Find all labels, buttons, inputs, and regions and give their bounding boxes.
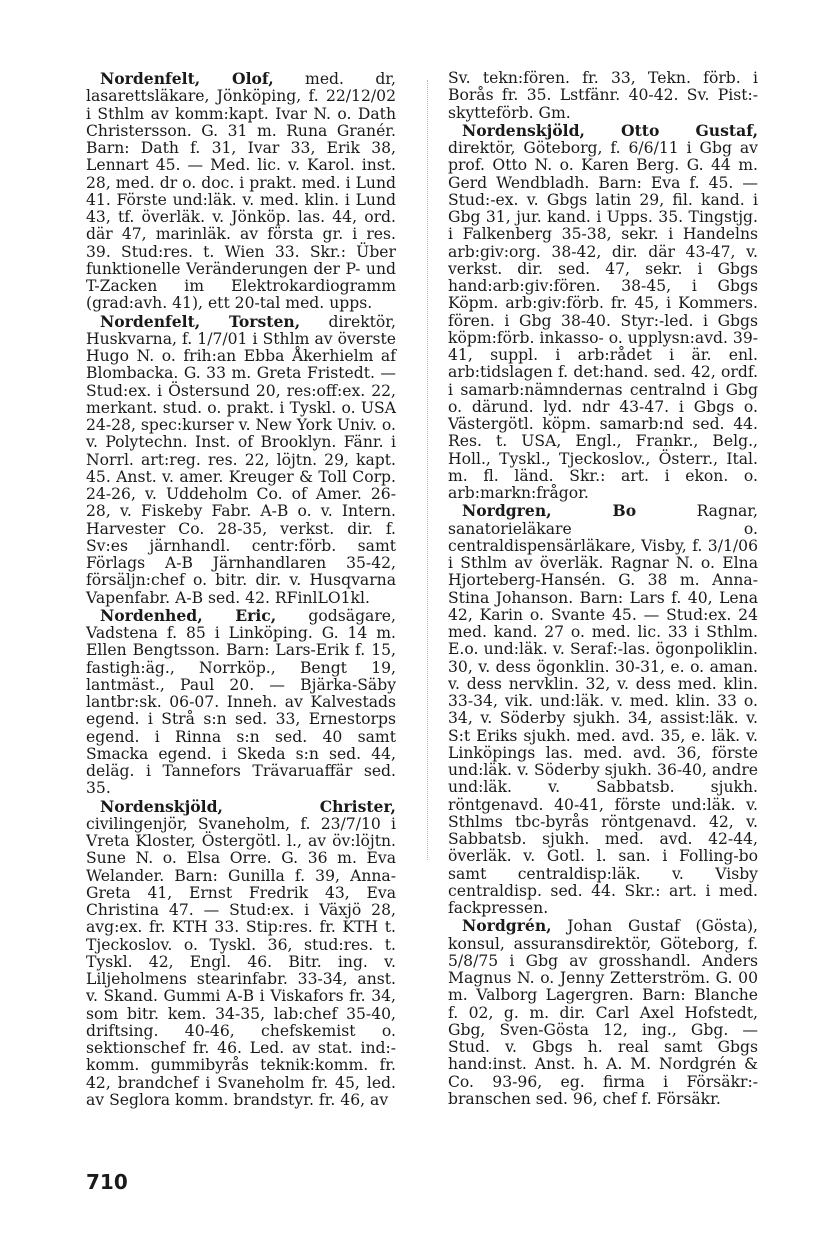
- entry-text: Johan Gustaf (Gösta), konsul, assuransdirektör, Göteborg, f. 5/8/75 i Gbg av grosshandl. Anders Magnus N. o. Jenny Zetterström. G. 00 m. Valborg Lagergren. Barn: Blanche f. 02, g. m. dir. Carl Axel Hofstedt, Gbg, Sven-Gösta 12, ing., Gbg. — Stud. v. Gbgs h. real samt Gbgs hand:inst. Anst. h. A. M. Nordgrén & Co. 93-96, eg. firma i Försäkr:-branschen sed. 96, chef f. Försäkr.: [448, 917, 758, 1108]
- entry-text: civilingenjör, Svaneholm, f. 23/7/10 i Vreta Kloster, Östergötl. l., av öv:löjtn. Sune N. o. Elsa Orre. G. 36 m. Eva Welander. Barn: Gunilla f. 39, Anna-Greta 41, Ernst Fredrik 43, Eva Christina 47. — Stud:ex. i Växjö 28, avg:ex. fr. KTH 33. Stip:res. fr. KTH t. Tjeckoslov. o. Tyskl. 36, stud:res. t. Tyskl. 42, Engl. 46. Bitr. ing. v. Liljeholmens stearinfabr. 33-34, anst. v. Skand. Gummi A-B i Viskafors fr. 34, som bitr. kem. 34-35, lab:chef 35-40, driftsing. 40-46, chefskemist o. sektionschef fr. 46. Led. av stat. ind:-komm. gummibyrås teknik:komm. fr. 42, brandchef i Svaneholm fr. 45, led. av Seglora komm. brandstyr. fr. 46, av: [86, 814, 396, 1109]
- entry-text: direktör, Göteborg, f. 6/6/11 i Gbg av prof. Otto N. o. Karen Berg. G. 44 m. Gerd Wendbladh. Barn: Eva f. 45. — Stud:-ex. v. Gbgs latin 29, fil. kand. i Gbg 31, jur. kand. i Upps. 35. Tingstjg. i Falkenberg 35-38, sekr. i Handelns arb:giv:org. 38-42, dir. där 43-47, v. verkst. dir. sed. 47, sekr. i Gbgs hand:arb:giv:fören. 38-45, i Gbgs Köpm. arb:giv:förb. fr. 45, i Kommers. fören. i Gbg 38-40. Styr:-led. i Gbgs köpm:förb. inkasso- o. upplysn:avd. 39-41, suppl. i arb:rådet i är. enl. arb:tidslagen f. det:hand. sed. 42, ordf. i samarb:nämndernas centralnd i Gbg o. därund. lyd. ndr 43-47. i Gbgs o. Västergötl. köpm. samarb:nd sed. 44. Res. t. USA, Engl., Frankr., Belg., Holl., Tyskl., Tjeckoslov., Österr., Ital. m. fl. länd. Skr.: art. i ekon. o. arb:markn:frågor.: [448, 139, 759, 502]
- entry: [86, 313, 396, 607]
- right-column: [448, 70, 758, 1108]
- entry: [448, 502, 758, 917]
- entry: [448, 917, 758, 1108]
- entry-text: med. dr, lasarettsläkare, Jönköping, f. 22/12/02 i Sthlm av komm:kapt. Ivar N. o. Dath Christersson. G. 31 m. Runa Granér. Barn: Dath f. 31, Ivar 33, Erik 38, Lennart 45. — Med. lic. v. Karol. inst. 28, med. dr o. doc. i prakt. med. i Lund 41. Förste und:läk. v. med. klin. i Lund 43, tf. överläk. v. Jönköp. las. 44, ord. där 47, marinläk. av första gr. i res. 39. Stud:res. t. Wien 33. Skr.: Über funktionelle Veränderungen der P- und T-Zacken im Elektrokardiogramm (grad:avh. 41), ett 20-tal med. upps.: [86, 70, 396, 313]
- left-column: [86, 70, 396, 1109]
- entry-continuation: [448, 70, 758, 122]
- entry-text: godsägare, Vadstena f. 85 i Linköping. G. 14 m. Ellen Bengtsson. Barn: Lars-Erik f. 15, fastigh:äg., Norrköp., Bengt 19, lantmäst., Paul 20. — Bjärka-Säby lantbr:sk. 06-07. Inneh. av Kalvestads egend. i Strå s:n sed. 33, Ernestorps egend. i Rinna s:n sed. 40 samt Smacka egend. i Skeda s:n sed. 44, deläg. i Tannefors Trävaruaffär sed. 35.: [86, 606, 396, 798]
- entry: [448, 122, 758, 503]
- entry-name: Nordenskjöld, Christer,: [100, 796, 396, 816]
- column-divider: [427, 80, 429, 860]
- entry-name: Nordenhed, Eric,: [100, 605, 277, 625]
- entry-name: Nordenfelt, Olof,: [100, 69, 274, 88]
- page-number: 710: [86, 1170, 128, 1194]
- entry-text: Ragnar, sanatorieläkare o. centraldispensärläkare, Visby, f. 3/1/06 i Sthlm av överläk. Ragnar N. o. Elna Hjorteberg-Hansén. G. 38 m. Anna-Stina Johanson. Barn: Lars f. 40, Lena 42, Karin o. Svante 45. — Stud:ex. 24 med. kand. 27 o. med. lic. 33 i Sthlm. E.o. und:läk. v. Seraf:-las. ögonpoliklin. 30, v. dess ögonklin. 30-31, e. o. aman. v. dess nervklin. 32, v. dess med. klin. 33-34, vik. und:läk. v. med. klin. 33 o. 34, v. Söderby sjukh. 34, assist:läk. v. S:t Eriks sjukh. med. avd. 35, e. läk. v. Linköpings las. med. avd. 36, förste und:läk. v. Söderby sjukh. 36-40, andre und:läk. v. Sabbatsb. sjukh. röntgenavd. 40-41, förste und:läk. v. Sthlms tbc-byrås röntgenavd. 42, v. Sabbatsb. sjukh. med. avd. 42-44, överläk. v. Gotl. l. san. i Folling-bo samt centraldisp:läk. v. Visby centraldisp. sed. 44. Skr.: art. i med. fackpressen.: [448, 502, 758, 917]
- entry: [86, 607, 396, 798]
- entry-name: Nordgrén,: [462, 916, 552, 936]
- entry-name: Nordenfelt, Torsten,: [100, 311, 301, 331]
- entry-name: Nordgren, Bo: [462, 501, 637, 521]
- entry: [86, 798, 396, 1110]
- entry-name: Nordenskjöld, Otto Gustaf,: [462, 120, 758, 140]
- entry: [86, 70, 396, 313]
- entry-text: direktör, Huskvarna, f. 1/7/01 i Sthlm av överste Hugo N. o. frih:an Ebba Åkerhielm af Blombacka. G. 33 m. Greta Fristedt. — Stud:ex. i Östersund 20, res:off:ex. 22, merkant. stud. o. prakt. i Tyskl. o. USA 24-28, spec:kurser v. New York Univ. o. v. Polytechn. Inst. of Brooklyn. Fänr. i Norrl. art:reg. res. 22, löjtn. 29, kapt. 45. Anst. v. amer. Kreuger & Toll Corp. 24-26, v. Uddeholm Co. of Amer. 26-28, v. Fiskeby Fabr. A-B o. v. Intern. Harvester Co. 28-35, verkst. dir. f. Sv:es järnhandl. centr:förb. samt Förlags A-B Järnhandlaren 35-42, försäljn:chef o. bitr. dir. v. Husqvarna Vapenfabr. A-B sed. 42. RFinlLO1kl.: [86, 312, 397, 607]
- entry-text: Sv. tekn:fören. fr. 33, Tekn. förb. i Borås fr. 35. Lstfänr. 40-42. Sv. Pist:-skytteförb. Gm.: [448, 69, 758, 122]
